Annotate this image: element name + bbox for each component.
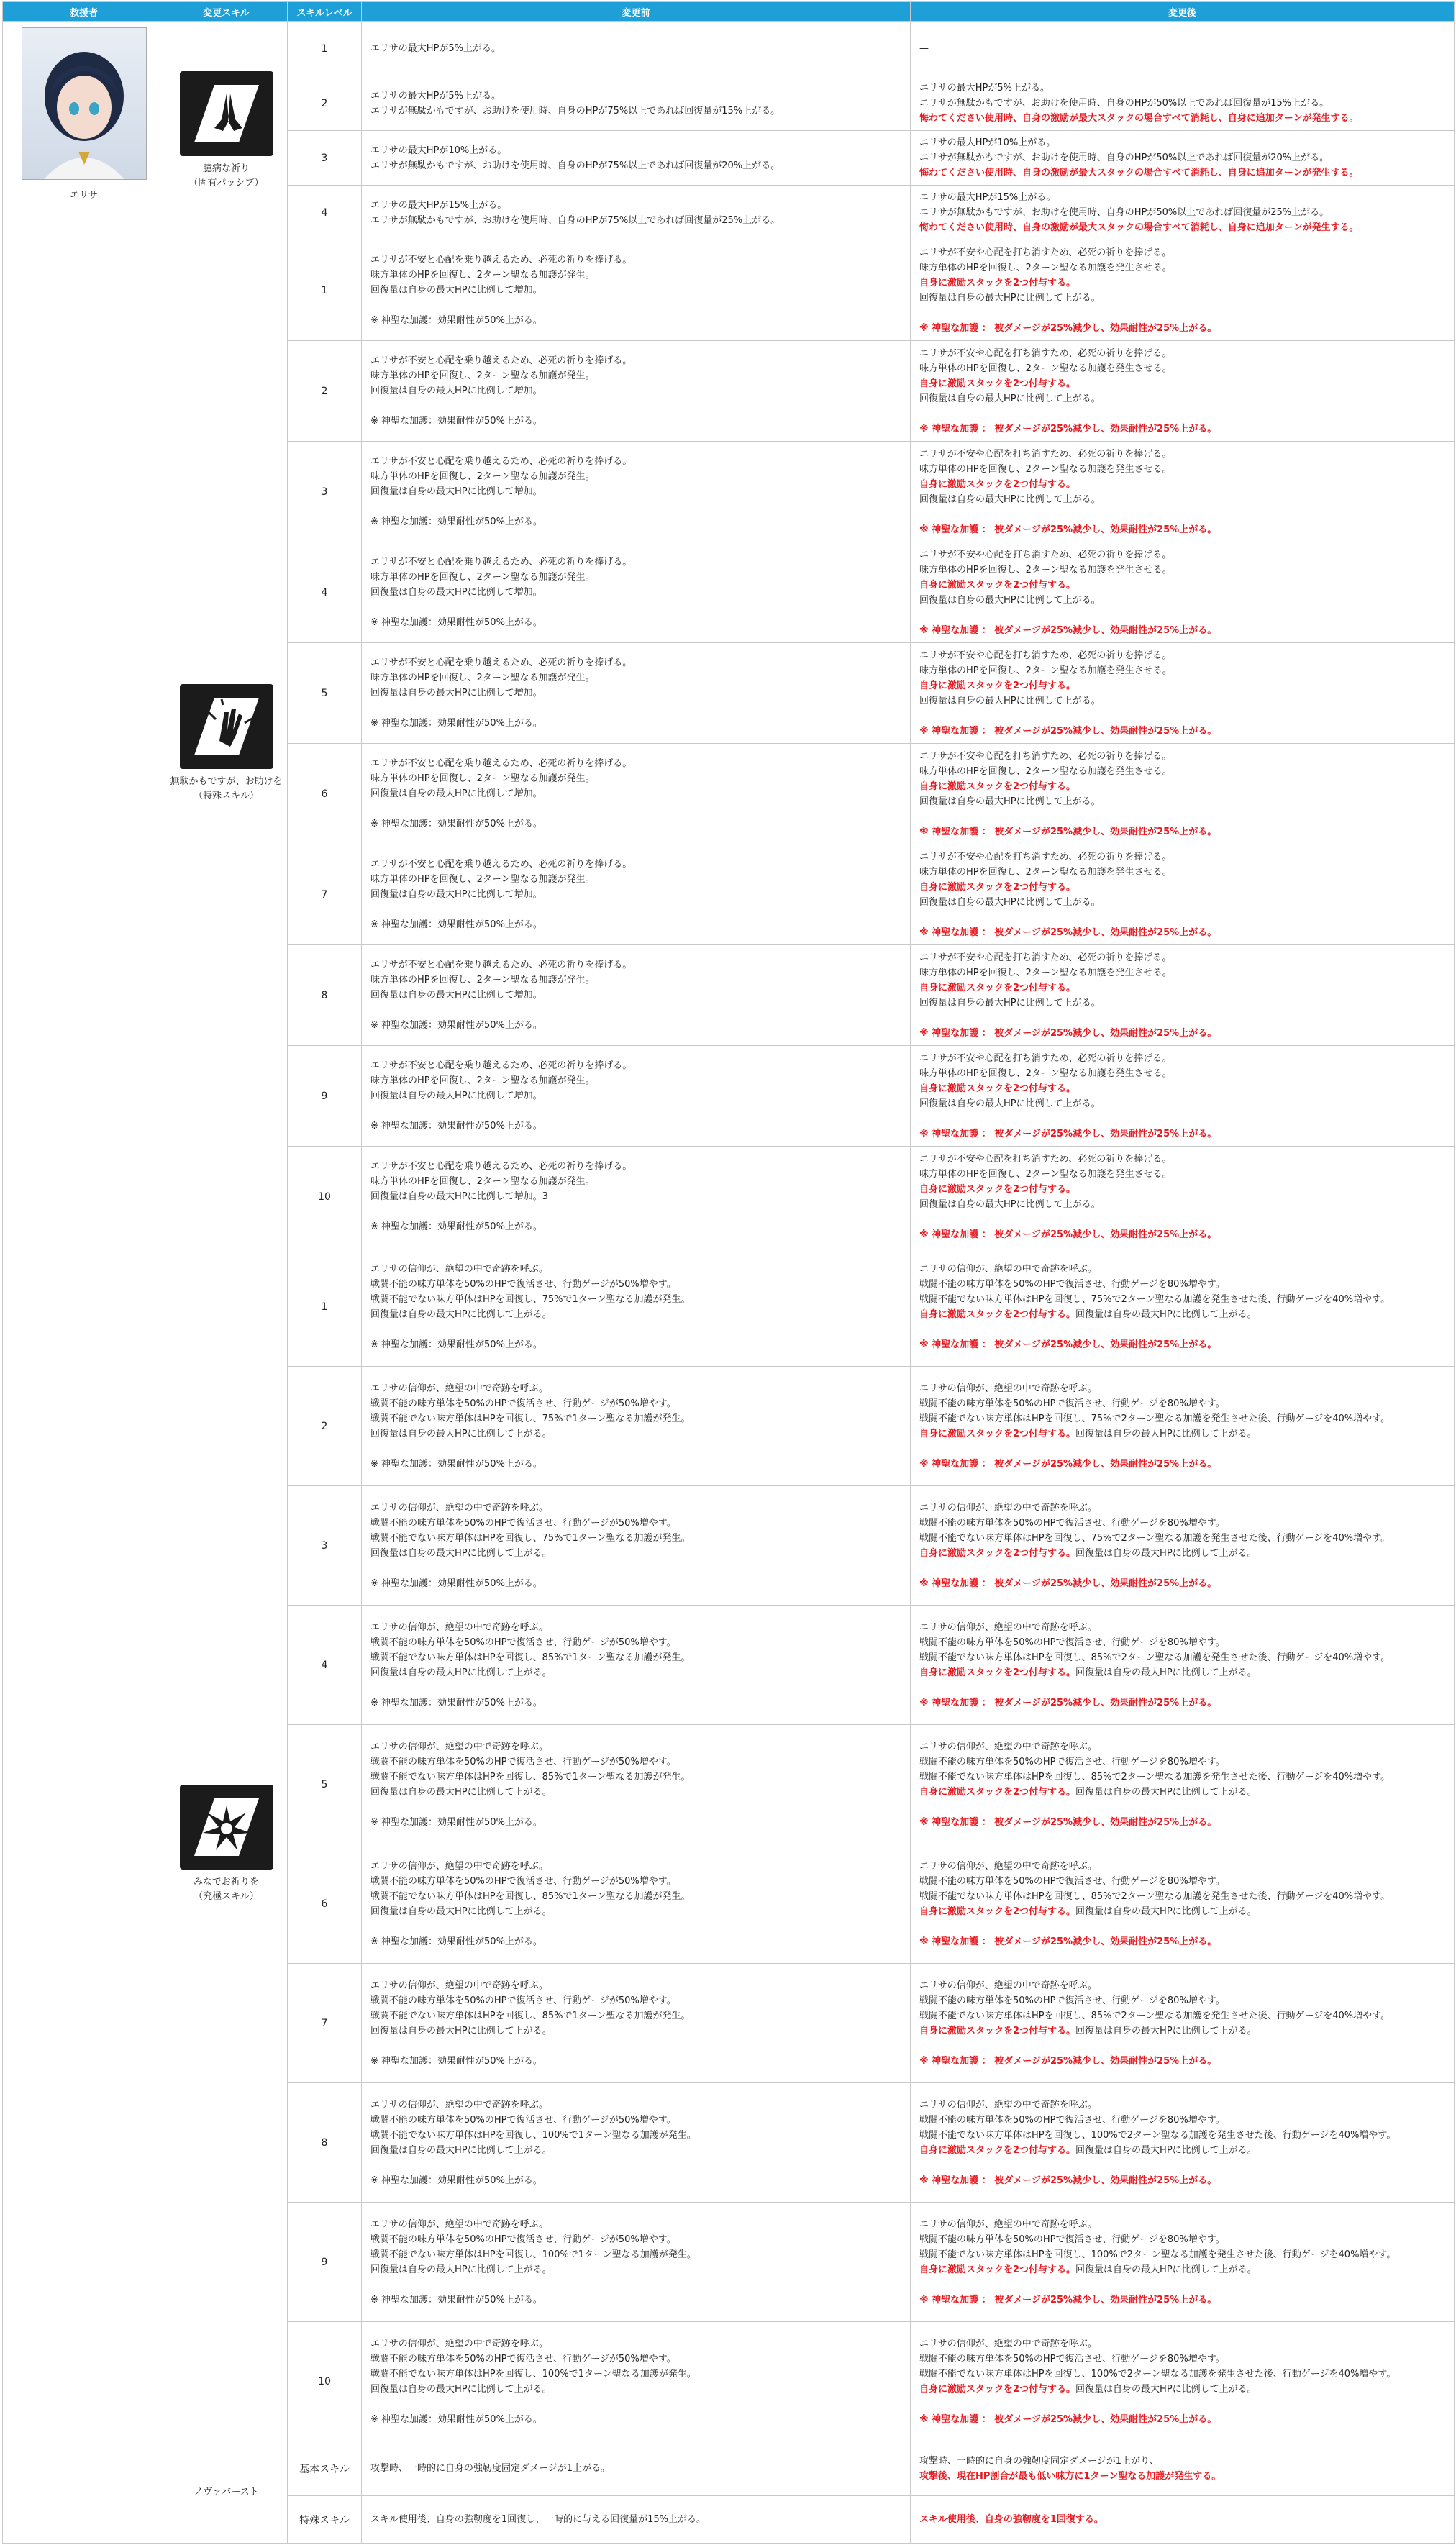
level-cell: 3	[288, 1486, 362, 1606]
before-cell: エリサの信仰が、絶望の中で奇跡を呼ぶ。 戦闘不能の味方単体を50%のHPで復活させ、行動ゲージが50%増やす。 戦闘不能でない味方単体はHPを回復し、100%で1ターン聖なる加護が発生。 回復量は自身の最大HPに比例して上がる。 ※ 神聖な加護：効果耐性が50%上がる。	[362, 2083, 911, 2203]
skill-passive-name: 臆病な祈り	[202, 163, 250, 174]
after-cell: エリサが不安や心配を打ち消すため、必死の祈りを捧げる。 味方単体のHPを回復し、2ターン聖なる加護を発生させる。 自身に激励スタックを2つ付与する。 回復量は自身の最大HPに比例して上がる。 ※ 神聖な加護 ： 被ダメージが25%減少し、効果耐性が25%上がる。	[911, 643, 1455, 744]
before-cell: エリサの信仰が、絶望の中で奇跡を呼ぶ。 戦闘不能の味方単体を50%のHPで復活させ、行動ゲージが50%増やす。 戦闘不能でない味方単体はHPを回復し、85%で1ターン聖なる加護が発生。 回復量は自身の最大HPに比例して上がる。 ※ 神聖な加護：効果耐性が50%上がる。	[362, 1725, 911, 1844]
before-cell: エリサが不安と心配を乗り越えるため、必死の祈りを捧げる。 味方単体のHPを回復し、2ターン聖なる加護が発生。 回復量は自身の最大HPに比例して増加。 ※ 神聖な加護：効果耐性が50%上がる。	[362, 542, 911, 643]
after-cell: エリサが不安や心配を打ち消すため、必死の祈りを捧げる。 味方単体のHPを回復し、2ターン聖なる加護を発生させる。 自身に激励スタックを2つ付与する。 回復量は自身の最大HPに比例して上がる。 ※ 神聖な加護 ： 被ダメージが25%減少し、効果耐性が25%上がる。	[911, 341, 1455, 442]
level-cell: 1	[288, 240, 362, 341]
level-cell: 特殊スキル	[288, 2496, 362, 2544]
before-cell: エリサが不安と心配を乗り越えるため、必死の祈りを捧げる。 味方単体のHPを回復し、2ターン聖なる加護が発生。 回復量は自身の最大HPに比例して増加。 ※ 神聖な加護：効果耐性が50%上がる。	[362, 643, 911, 744]
after-cell: エリサが不安や心配を打ち消すため、必死の祈りを捧げる。 味方単体のHPを回復し、2ターン聖なる加護を発生させる。 自身に激励スタックを2つ付与する。 回復量は自身の最大HPに比例して上がる。 ※ 神聖な加護 ： 被ダメージが25%減少し、効果耐性が25%上がる。	[911, 744, 1455, 844]
after-cell: エリサの信仰が、絶望の中で奇跡を呼ぶ。 戦闘不能の味方単体を50%のHPで復活させ、行動ゲージを80%増やす。 戦闘不能でない味方単体はHPを回復し、75%で2ターン聖なる加護を発生させた後、行動ゲージを40%増やす。 自身に激励スタックを2つ付与する。回復量は自身の最大HPに比例して上がる。 ※ 神聖な加護 ： 被ダメージが25%減少し、効果耐性が25%上がる。	[911, 1367, 1455, 1486]
before-cell: エリサが不安と心配を乗り越えるため、必死の祈りを捧げる。 味方単体のHPを回復し、2ターン聖なる加護が発生。 回復量は自身の最大HPに比例して増加。3 ※ 神聖な加護：効果耐性が50%上がる。	[362, 1147, 911, 1247]
skill-passive	[165, 22, 288, 240]
table-row	[3, 22, 1455, 76]
before-cell: エリサの信仰が、絶望の中で奇跡を呼ぶ。 戦闘不能の味方単体を50%のHPで復活させ、行動ゲージが50%増やす。 戦闘不能でない味方単体はHPを回復し、85%で1ターン聖なる加護が発生。 回復量は自身の最大HPに比例して上がる。 ※ 神聖な加護：効果耐性が50%上がる。	[362, 1964, 911, 2083]
before-cell: エリサの信仰が、絶望の中で奇跡を呼ぶ。 戦闘不能の味方単体を50%のHPで復活させ、行動ゲージが50%増やす。 戦闘不能でない味方単体はHPを回復し、85%で1ターン聖なる加護が発生。 回復量は自身の最大HPに比例して上がる。 ※ 神聖な加護：効果耐性が50%上がる。	[362, 1606, 911, 1725]
level-cell: 4	[288, 186, 362, 240]
level-cell: 8	[288, 945, 362, 1046]
header-before: 変更前	[362, 2, 911, 22]
level-cell: 3	[288, 442, 362, 542]
skill-special-name: 無駄かもですが、お助けを	[170, 775, 283, 787]
after-cell: エリサの信仰が、絶望の中で奇跡を呼ぶ。 戦闘不能の味方単体を50%のHPで復活させ、行動ゲージを80%増やす。 戦闘不能でない味方単体はHPを回復し、85%で2ターン聖なる加護を発生させた後、行動ゲージを40%増やす。 自身に激励スタックを2つ付与する。回復量は自身の最大HPに比例して上がる。 ※ 神聖な加護 ： 被ダメージが25%減少し、効果耐性が25%上がる。	[911, 1844, 1455, 1964]
header-after: 変更後	[911, 2, 1455, 22]
after-cell: エリサが不安や心配を打ち消すため、必死の祈りを捧げる。 味方単体のHPを回復し、2ターン聖なる加護を発生させる。 自身に激励スタックを2つ付与する。 回復量は自身の最大HPに比例して上がる。 ※ 神聖な加護 ： 被ダメージが25%減少し、効果耐性が25%上がる。	[911, 945, 1455, 1046]
level-cell: 8	[288, 2083, 362, 2203]
level-cell: 基本スキル	[288, 2441, 362, 2496]
hero-portrait	[22, 27, 147, 180]
level-cell: 4	[288, 542, 362, 643]
level-cell: 7	[288, 844, 362, 945]
level-cell: 9	[288, 1046, 362, 1147]
after-cell: —	[911, 22, 1455, 76]
before-cell: エリサの最大HPが10%上がる。 エリサが無駄かもですが、お助けを使用時、自身のHPが75%以上であれば回復量が20%上がる。	[362, 131, 911, 186]
before-cell: エリサの信仰が、絶望の中で奇跡を呼ぶ。 戦闘不能の味方単体を50%のHPで復活させ、行動ゲージが50%増やす。 戦闘不能でない味方単体はHPを回復し、85%で1ターン聖なる加護が発生。 回復量は自身の最大HPに比例して上がる。 ※ 神聖な加護：効果耐性が50%上がる。	[362, 1844, 911, 1964]
after-cell: スキル使用後、自身の強靭度を1回復する。	[911, 2496, 1455, 2544]
light-burst-icon	[180, 1785, 273, 1870]
before-cell: 攻撃時、一時的に自身の強靭度固定ダメージが1上がる。	[362, 2441, 911, 2496]
skill-passive-type: （固有パッシブ）	[188, 177, 264, 188]
level-cell: 9	[288, 2203, 362, 2322]
before-cell: エリサの信仰が、絶望の中で奇跡を呼ぶ。 戦闘不能の味方単体を50%のHPで復活させ、行動ゲージが50%増やす。 戦闘不能でない味方単体はHPを回復し、100%で1ターン聖なる加護が発生。 回復量は自身の最大HPに比例して上がる。 ※ 神聖な加護：効果耐性が50%上がる。	[362, 2322, 911, 2441]
before-cell: エリサの信仰が、絶望の中で奇跡を呼ぶ。 戦闘不能の味方単体を50%のHPで復活させ、行動ゲージが50%増やす。 戦闘不能でない味方単体はHPを回復し、75%で1ターン聖なる加護が発生。 回復量は自身の最大HPに比例して上がる。 ※ 神聖な加護：効果耐性が50%上がる。	[362, 1247, 911, 1367]
before-cell: エリサの最大HPが5%上がる。	[362, 22, 911, 76]
hand-burst-icon	[180, 684, 273, 769]
after-cell: エリサの信仰が、絶望の中で奇跡を呼ぶ。 戦闘不能の味方単体を50%のHPで復活させ、行動ゲージを80%増やす。 戦闘不能でない味方単体はHPを回復し、85%で2ターン聖なる加護を発生させた後、行動ゲージを40%増やす。 自身に激励スタックを2つ付与する。回復量は自身の最大HPに比例して上がる。 ※ 神聖な加護 ： 被ダメージが25%減少し、効果耐性が25%上がる。	[911, 1964, 1455, 2083]
level-cell: 10	[288, 2322, 362, 2441]
before-cell: エリサが不安と心配を乗り越えるため、必死の祈りを捧げる。 味方単体のHPを回復し、2ターン聖なる加護が発生。 回復量は自身の最大HPに比例して増加。 ※ 神聖な加護：効果耐性が50%上がる。	[362, 442, 911, 542]
after-cell: エリサが不安や心配を打ち消すため、必死の祈りを捧げる。 味方単体のHPを回復し、2ターン聖なる加護を発生させる。 自身に激励スタックを2つ付与する。 回復量は自身の最大HPに比例して上がる。 ※ 神聖な加護 ： 被ダメージが25%減少し、効果耐性が25%上がる。	[911, 1147, 1455, 1247]
hero-name: エリサ	[70, 190, 98, 201]
after-cell: エリサが不安や心配を打ち消すため、必死の祈りを捧げる。 味方単体のHPを回復し、2ターン聖なる加護を発生させる。 自身に激励スタックを2つ付与する。 回復量は自身の最大HPに比例して上がる。 ※ 神聖な加護 ： 被ダメージが25%減少し、効果耐性が25%上がる。	[911, 844, 1455, 945]
level-cell: 4	[288, 1606, 362, 1725]
skill-nova	[165, 2441, 288, 2544]
level-cell: 2	[288, 1367, 362, 1486]
skill-ultimate-name: みなでお祈りを	[193, 1876, 259, 1888]
header-row	[3, 2, 1455, 22]
after-cell: エリサが不安や心配を打ち消すため、必死の祈りを捧げる。 味方単体のHPを回復し、2ターン聖なる加護を発生させる。 自身に激励スタックを2つ付与する。 回復量は自身の最大HPに比例して上がる。 ※ 神聖な加護 ： 被ダメージが25%減少し、効果耐性が25%上がる。	[911, 542, 1455, 643]
after-cell: エリサの最大HPが10%上がる。 エリサが無駄かもですが、お助けを使用時、自身のHPが50%以上であれば回復量が20%上がる。 悔わてください使用時、自身の激励が最大スタックの場合すべて消耗し、自身に追加ターンが発生する。	[911, 131, 1455, 186]
level-cell: 2	[288, 76, 362, 131]
before-cell: エリサが不安と心配を乗り越えるため、必死の祈りを捧げる。 味方単体のHPを回復し、2ターン聖なる加護が発生。 回復量は自身の最大HPに比例して増加。 ※ 神聖な加護：効果耐性が50%上がる。	[362, 1046, 911, 1147]
table-row	[3, 240, 1455, 341]
before-cell: エリサの最大HPが5%上がる。 エリサが無駄かもですが、お助けを使用時、自身のHPが75%以上であれば回復量が15%上がる。	[362, 76, 911, 131]
before-cell: エリサが不安と心配を乗り越えるため、必死の祈りを捧げる。 味方単体のHPを回復し、2ターン聖なる加護が発生。 回復量は自身の最大HPに比例して増加。 ※ 神聖な加護：効果耐性が50%上がる。	[362, 341, 911, 442]
before-cell: エリサの信仰が、絶望の中で奇跡を呼ぶ。 戦闘不能の味方単体を50%のHPで復活させ、行動ゲージが50%増やす。 戦闘不能でない味方単体はHPを回復し、75%で1ターン聖なる加護が発生。 回復量は自身の最大HPに比例して上がる。 ※ 神聖な加護：効果耐性が50%上がる。	[362, 1486, 911, 1606]
skill-ultimate	[165, 1247, 288, 2441]
skill-nova-name: ノヴァバースト	[194, 2486, 259, 2498]
after-cell: エリサの信仰が、絶望の中で奇跡を呼ぶ。 戦闘不能の味方単体を50%のHPで復活させ、行動ゲージを80%増やす。 戦闘不能でない味方単体はHPを回復し、75%で2ターン聖なる加護を発生させた後、行動ゲージを40%増やす。 自身に激励スタックを2つ付与する。回復量は自身の最大HPに比例して上がる。 ※ 神聖な加護 ： 被ダメージが25%減少し、効果耐性が25%上がる。	[911, 1486, 1455, 1606]
before-cell: エリサの信仰が、絶望の中で奇跡を呼ぶ。 戦闘不能の味方単体を50%のHPで復活させ、行動ゲージが50%増やす。 戦闘不能でない味方単体はHPを回復し、100%で1ターン聖なる加護が発生。 回復量は自身の最大HPに比例して上がる。 ※ 神聖な加護：効果耐性が50%上がる。	[362, 2203, 911, 2322]
after-cell: エリサの最大HPが15%上がる。 エリサが無駄かもですが、お助けを使用時、自身のHPが50%以上であれば回復量が25%上がる。 悔わてください使用時、自身の激励が最大スタックの場合すべて消耗し、自身に追加ターンが発生する。	[911, 186, 1455, 240]
before-cell: スキル使用後、自身の強靭度を1回復し、一時的に与える回復量が15%上がる。	[362, 2496, 911, 2544]
after-cell: エリサの信仰が、絶望の中で奇跡を呼ぶ。 戦闘不能の味方単体を50%のHPで復活させ、行動ゲージを80%増やす。 戦闘不能でない味方単体はHPを回復し、100%で2ターン聖なる加護を発生させた後、行動ゲージを40%増やす。 自身に激励スタックを2つ付与する。回復量は自身の最大HPに比例して上がる。 ※ 神聖な加護 ： 被ダメージが25%減少し、効果耐性が25%上がる。	[911, 2083, 1455, 2203]
level-cell: 3	[288, 131, 362, 186]
table-row	[3, 1247, 1455, 1367]
after-cell: エリサの信仰が、絶望の中で奇跡を呼ぶ。 戦闘不能の味方単体を50%のHPで復活させ、行動ゲージを80%増やす。 戦闘不能でない味方単体はHPを回復し、85%で2ターン聖なる加護を発生させた後、行動ゲージを40%増やす。 自身に激励スタックを2つ付与する。回復量は自身の最大HPに比例して上がる。 ※ 神聖な加護 ： 被ダメージが25%減少し、効果耐性が25%上がる。	[911, 1725, 1455, 1844]
after-cell: エリサが不安や心配を打ち消すため、必死の祈りを捧げる。 味方単体のHPを回復し、2ターン聖なる加護を発生させる。 自身に激励スタックを2つ付与する。 回復量は自身の最大HPに比例して上がる。 ※ 神聖な加護 ： 被ダメージが25%減少し、効果耐性が25%上がる。	[911, 240, 1455, 341]
header-level: スキルレベル	[288, 2, 362, 22]
after-cell: エリサの信仰が、絶望の中で奇跡を呼ぶ。 戦闘不能の味方単体を50%のHPで復活させ、行動ゲージを80%増やす。 戦闘不能でない味方単体はHPを回復し、100%で2ターン聖なる加護を発生させた後、行動ゲージを40%増やす。 自身に激励スタックを2つ付与する。回復量は自身の最大HPに比例して上がる。 ※ 神聖な加護 ： 被ダメージが25%減少し、効果耐性が25%上がる。	[911, 2203, 1455, 2322]
after-cell: エリサの信仰が、絶望の中で奇跡を呼ぶ。 戦闘不能の味方単体を50%のHPで復活させ、行動ゲージを80%増やす。 戦闘不能でない味方単体はHPを回復し、85%で2ターン聖なる加護を発生させた後、行動ゲージを40%増やす。 自身に激励スタックを2つ付与する。回復量は自身の最大HPに比例して上がる。 ※ 神聖な加護 ： 被ダメージが25%減少し、効果耐性が25%上がる。	[911, 1606, 1455, 1725]
before-cell: エリサが不安と心配を乗り越えるため、必死の祈りを捧げる。 味方単体のHPを回復し、2ターン聖なる加護が発生。 回復量は自身の最大HPに比例して増加。 ※ 神聖な加護：効果耐性が50%上がる。	[362, 945, 911, 1046]
skill-special	[165, 240, 288, 1247]
hero-cell	[3, 22, 165, 2544]
praying-hands-icon	[180, 71, 273, 156]
before-cell: エリサが不安と心配を乗り越えるため、必死の祈りを捧げる。 味方単体のHPを回復し、2ターン聖なる加護が発生。 回復量は自身の最大HPに比例して増加。 ※ 神聖な加護：効果耐性が50%上がる。	[362, 744, 911, 844]
level-cell: 1	[288, 22, 362, 76]
header-skill: 変更スキル	[165, 2, 288, 22]
after-cell: エリサの信仰が、絶望の中で奇跡を呼ぶ。 戦闘不能の味方単体を50%のHPで復活させ、行動ゲージを80%増やす。 戦闘不能でない味方単体はHPを回復し、100%で2ターン聖なる加護を発生させた後、行動ゲージを40%増やす。 自身に激励スタックを2つ付与する。回復量は自身の最大HPに比例して上がる。 ※ 神聖な加護 ： 被ダメージが25%減少し、効果耐性が25%上がる。	[911, 2322, 1455, 2441]
before-cell: エリサが不安と心配を乗り越えるため、必死の祈りを捧げる。 味方単体のHPを回復し、2ターン聖なる加護が発生。 回復量は自身の最大HPに比例して増加。 ※ 神聖な加護：効果耐性が50%上がる。	[362, 844, 911, 945]
skill-change-table	[2, 1, 1455, 2544]
header-hero: 救援者	[3, 2, 165, 22]
skill-ultimate-type: （究極スキル）	[194, 1890, 259, 1902]
after-cell: エリサが不安や心配を打ち消すため、必死の祈りを捧げる。 味方単体のHPを回復し、2ターン聖なる加護を発生させる。 自身に激励スタックを2つ付与する。 回復量は自身の最大HPに比例して上がる。 ※ 神聖な加護 ： 被ダメージが25%減少し、効果耐性が25%上がる。	[911, 1046, 1455, 1147]
after-cell: エリサの最大HPが5%上がる。 エリサが無駄かもですが、お助けを使用時、自身のHPが50%以上であれば回復量が15%上がる。 悔わてください使用時、自身の激励が最大スタックの場合すべて消耗し、自身に追加ターンが発生する。	[911, 76, 1455, 131]
level-cell: 1	[288, 1247, 362, 1367]
after-cell: エリサが不安や心配を打ち消すため、必死の祈りを捧げる。 味方単体のHPを回復し、2ターン聖なる加護を発生させる。 自身に激励スタックを2つ付与する。 回復量は自身の最大HPに比例して上がる。 ※ 神聖な加護 ： 被ダメージが25%減少し、効果耐性が25%上がる。	[911, 442, 1455, 542]
before-cell: エリサの信仰が、絶望の中で奇跡を呼ぶ。 戦闘不能の味方単体を50%のHPで復活させ、行動ゲージが50%増やす。 戦闘不能でない味方単体はHPを回復し、75%で1ターン聖なる加護が発生。 回復量は自身の最大HPに比例して上がる。 ※ 神聖な加護：効果耐性が50%上がる。	[362, 1367, 911, 1486]
before-cell: エリサが不安と心配を乗り越えるため、必死の祈りを捧げる。 味方単体のHPを回復し、2ターン聖なる加護が発生。 回復量は自身の最大HPに比例して増加。 ※ 神聖な加護：効果耐性が50%上がる。	[362, 240, 911, 341]
level-cell: 2	[288, 341, 362, 442]
level-cell: 5	[288, 1725, 362, 1844]
after-cell: エリサの信仰が、絶望の中で奇跡を呼ぶ。 戦闘不能の味方単体を50%のHPで復活させ、行動ゲージを80%増やす。 戦闘不能でない味方単体はHPを回復し、75%で2ターン聖なる加護を発生させた後、行動ゲージを40%増やす。 自身に激励スタックを2つ付与する。回復量は自身の最大HPに比例して上がる。 ※ 神聖な加護 ： 被ダメージが25%減少し、効果耐性が25%上がる。	[911, 1247, 1455, 1367]
level-cell: 10	[288, 1147, 362, 1247]
level-cell: 7	[288, 1964, 362, 2083]
before-cell: エリサの最大HPが15%上がる。 エリサが無駄かもですが、お助けを使用時、自身のHPが75%以上であれば回復量が25%上がる。	[362, 186, 911, 240]
skill-special-type: （特殊スキル）	[194, 790, 259, 801]
table-row	[3, 2441, 1455, 2496]
level-cell: 6	[288, 744, 362, 844]
level-cell: 5	[288, 643, 362, 744]
after-cell: 攻撃時、一時的に自身の強靭度固定ダメージが1上がり、 攻撃後、現在HP割合が最も低い味方に1ターン聖なる加護が発生する。	[911, 2441, 1455, 2496]
level-cell: 6	[288, 1844, 362, 1964]
